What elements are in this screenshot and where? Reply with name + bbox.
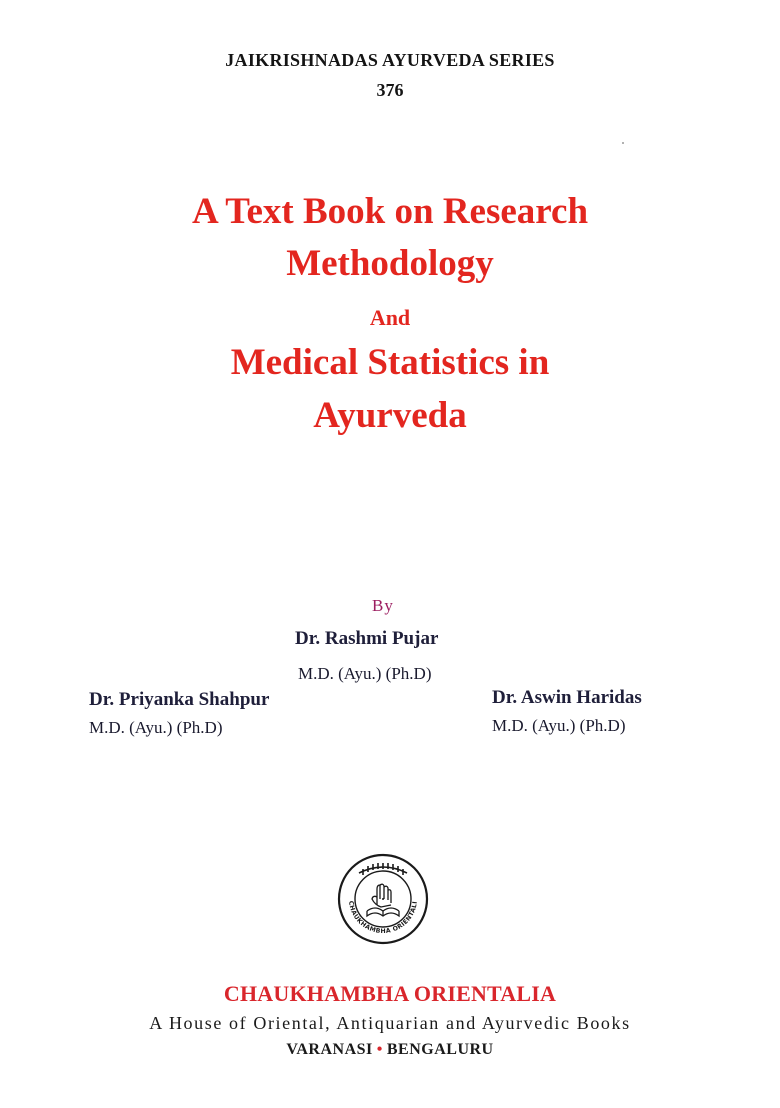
author-right-name: Dr. Aswin Haridas	[492, 687, 642, 708]
publisher-name: CHAUKHAMBHA ORIENTALIA	[223, 981, 557, 1006]
author-left-name: Dr. Priyanka Shahpur	[89, 689, 270, 710]
city-varanasi: VARANASI	[286, 1041, 373, 1058]
series-name: JAIKRISHNADAS AYURVEDA SERIES	[225, 50, 555, 70]
seal-graphic	[337, 853, 429, 945]
title-line-3: Medical Statistics in	[230, 342, 550, 383]
title-line-1: A Text Book on Research	[191, 191, 589, 232]
author-left-degree: M.D. (Ayu.) (Ph.D)	[89, 718, 223, 737]
author-right-degree: M.D. (Ayu.) (Ph.D)	[492, 716, 626, 735]
byline: By	[372, 596, 394, 615]
city-separator: •	[376, 1041, 383, 1058]
title-line-2: Methodology	[286, 243, 494, 284]
publisher-cities	[0, 1041, 780, 1059]
title-line-4: Ayurveda	[313, 395, 467, 436]
publisher-seal-icon	[337, 853, 429, 945]
city-bengaluru: BENGALURU	[386, 1041, 494, 1058]
author-main-name: Dr. Rashmi Pujar	[295, 628, 439, 649]
publisher-tagline: A House of Oriental, Antiquarian and Ayurvedic Books	[149, 1013, 631, 1033]
print-speck	[622, 142, 624, 144]
title-conjunction: And	[369, 305, 411, 330]
author-main-degree: M.D. (Ayu.) (Ph.D)	[298, 664, 432, 683]
seal-ring-text: CHAUKHAMBHA ORIENTALI	[346, 900, 419, 936]
series-number: 376	[376, 80, 404, 100]
